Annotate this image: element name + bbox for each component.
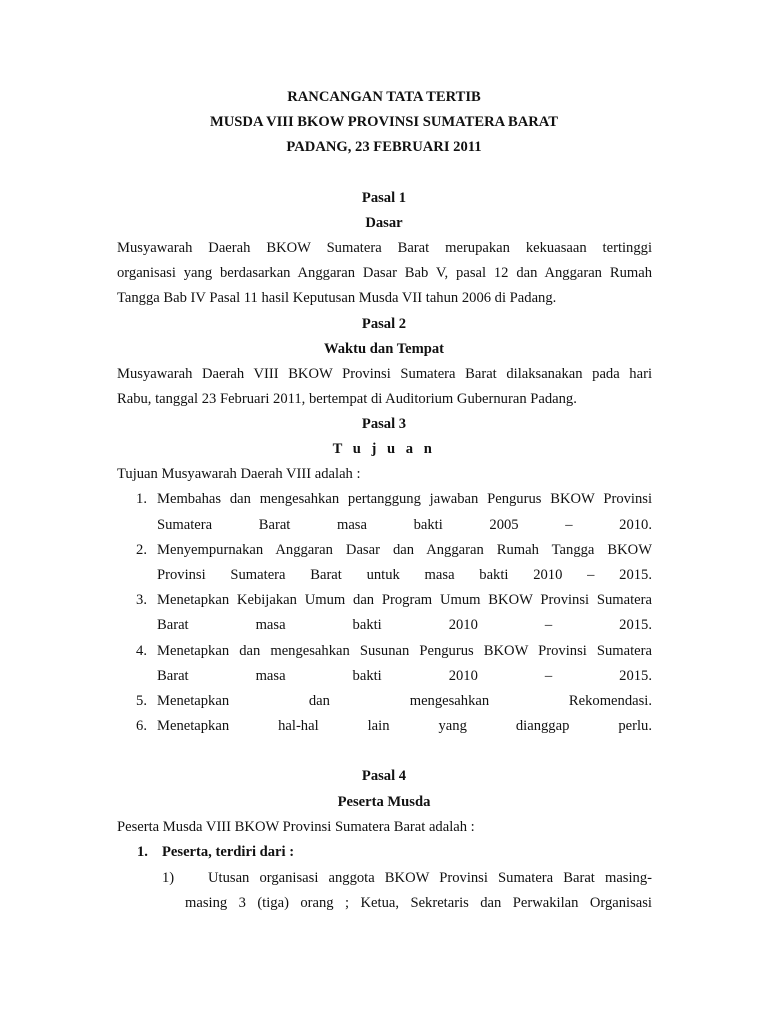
list-item-number: 3. bbox=[136, 592, 147, 608]
document-title-line3: PADANG, 23 FEBRUARI 2011 bbox=[286, 139, 482, 155]
list-item-line: Menetapkan dan mengesahkan Susunan Pengurus BKOW Provinsi Sumatera bbox=[157, 643, 652, 659]
pasal1-paragraph-line: Musyawarah Daerah BKOW Sumatera Barat merupakan kekuasaan tertinggi bbox=[117, 240, 652, 256]
pasal2-number: Pasal 2 bbox=[361, 316, 407, 332]
document-title-line2: MUSDA VIII BKOW PROVINSI SUMATERA BARAT bbox=[209, 114, 558, 130]
list-item-number: 4. bbox=[136, 643, 147, 659]
pasal4-subitem-line: masing 3 (tiga) orang ; Ketua, Sekretaris dan Perwakilan Organisasi bbox=[185, 895, 652, 911]
pasal4-subitem-number: 1) bbox=[162, 870, 175, 886]
pasal1-number: Pasal 1 bbox=[361, 190, 407, 206]
document-title-line1: RANCANGAN TATA TERTIB bbox=[287, 89, 481, 105]
pasal4-sub1-label: Peserta, terdiri dari : bbox=[162, 844, 295, 860]
list-item-number: 1. bbox=[136, 491, 147, 507]
pasal4-subitem-line: Utusan organisasi anggota BKOW Provinsi Sumatera Barat masing- bbox=[208, 870, 652, 886]
pasal4-intro: Peserta Musda VIII BKOW Provinsi Sumatera Barat adalah : bbox=[117, 819, 475, 835]
list-item-line: Provinsi Sumatera Barat untuk masa bakti 2010 – 2015. bbox=[157, 567, 652, 583]
pasal3-number: Pasal 3 bbox=[361, 416, 407, 432]
list-item-number: 6. bbox=[136, 718, 147, 734]
list-item-line: Barat masa bakti 2010 – 2015. bbox=[157, 617, 652, 633]
pasal1-paragraph-line: Tangga Bab IV Pasal 11 hasil Keputusan Musda VII tahun 2006 di Padang. bbox=[117, 290, 557, 306]
pasal2-heading: Waktu dan Tempat bbox=[323, 341, 445, 357]
pasal4-heading: Peserta Musda bbox=[337, 794, 431, 810]
pasal4-number: Pasal 4 bbox=[361, 768, 407, 784]
list-item-line: Menetapkan hal-hal lain yang dianggap perlu. bbox=[157, 718, 652, 734]
pasal4-sub1-number: 1. bbox=[137, 844, 148, 860]
list-item-line: Menetapkan Kebijakan Umum dan Program Umum BKOW Provinsi Sumatera bbox=[157, 592, 652, 608]
list-item-number: 2. bbox=[136, 542, 147, 558]
pasal2-paragraph-line: Musyawarah Daerah VIII BKOW Provinsi Sumatera Barat dilaksanakan pada hari bbox=[117, 366, 652, 382]
pasal2-paragraph-line: Rabu, tanggal 23 Februari 2011, bertempat di Auditorium Gubernuran Padang. bbox=[117, 391, 577, 407]
list-item-number: 5. bbox=[136, 693, 147, 709]
pasal3-intro: Tujuan Musyawarah Daerah VIII adalah : bbox=[117, 466, 361, 482]
list-item-line: Menetapkan dan mengesahkan Rekomendasi. bbox=[157, 693, 652, 709]
pasal1-heading: Dasar bbox=[365, 215, 403, 231]
pasal3-heading: T u j u a n bbox=[332, 441, 436, 457]
pasal1-paragraph-line: organisasi yang berdasarkan Anggaran Dasar Bab V, pasal 12 dan Anggaran Rumah bbox=[117, 265, 652, 281]
list-item-line: Sumatera Barat masa bakti 2005 – 2010. bbox=[157, 517, 652, 533]
list-item-line: Menyempurnakan Anggaran Dasar dan Anggaran Rumah Tangga BKOW bbox=[157, 542, 652, 558]
list-item-line: Barat masa bakti 2010 – 2015. bbox=[157, 668, 652, 684]
list-item-line: Membahas dan mengesahkan pertanggung jawaban Pengurus BKOW Provinsi bbox=[157, 491, 652, 507]
